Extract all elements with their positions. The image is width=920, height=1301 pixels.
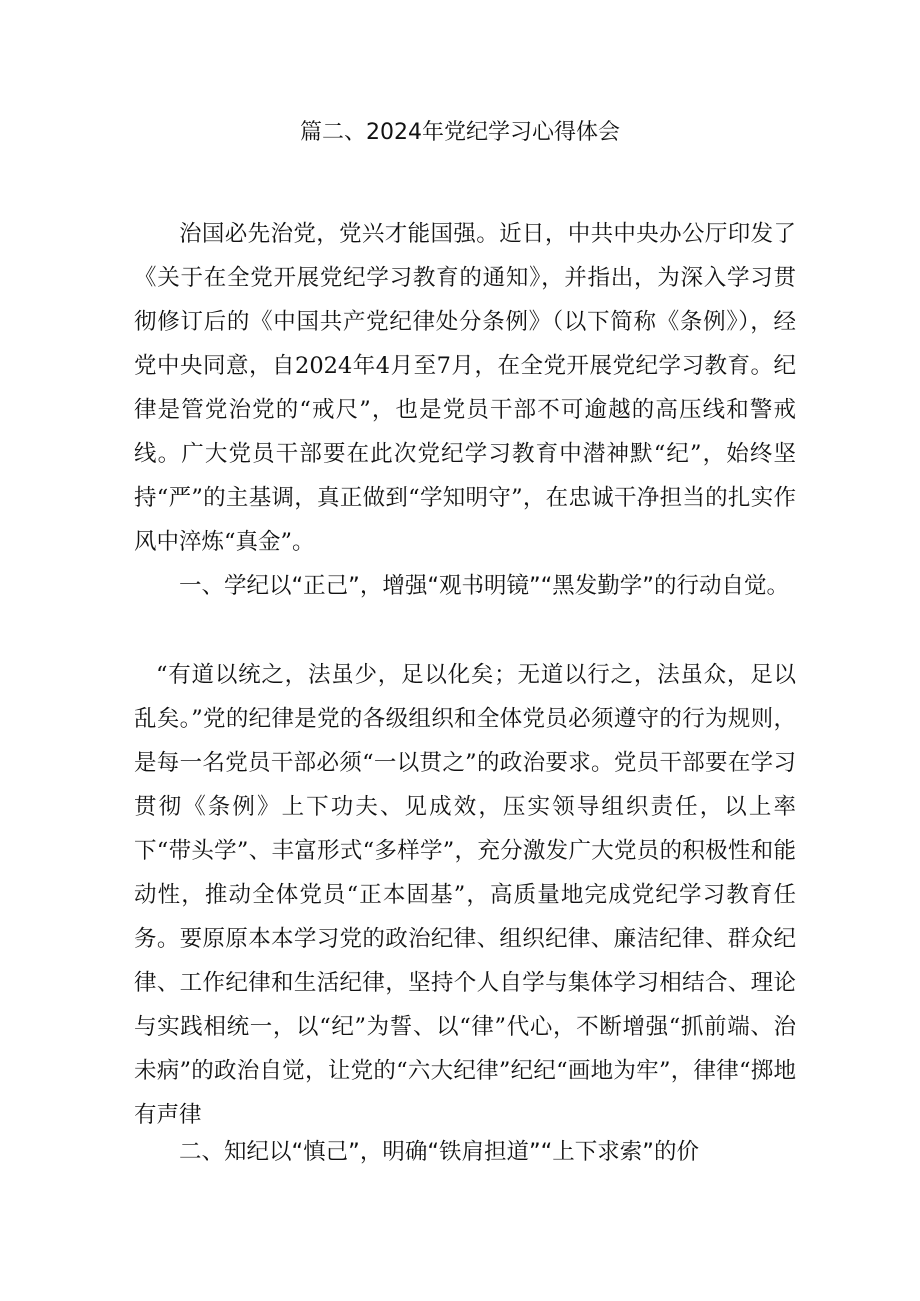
document-title: 篇二、2024年党纪学习心得体会 [300,120,620,145]
section-heading-2: 二、知纪以“慎己”，明确“铁肩担道”“上下求索”的价 [179,1139,699,1165]
section-1-paragraph: “有道以统之，法虽少，足以化矣；无道以行之，法虽众，足以乱矣。”党的纪律是党的各级组织和全体党员必须遵守的行为规则，是每一名党员干部必须“一以贯之”的政治要求。党员干部要在学习贯彻《条例》上下功夫、见成效，压实领导组织责任，以上率下“带头学”、丰富形式“多样学”，充分激发广大党员的积极性和能动性，推动全体党员“正本固基”，高质量地完成党纪学习教育任务。要原原本本学习党的政治纪律、组织纪律、廉洁纪律、群众纪律、工作纪律和生活纪律，坚持个人自学与集体学习相结合、理论与实践相统一，以“纪”为誓、以“律”代心，不断增强“抓前端、治未病”的政治自觉，让党的“六大纪律”纪纪“画地为牢”，律律“掷地有声律 [134,662,796,1128]
section-heading-1: 一、学纪以“正己”，增强“观书明镜”“黑发勤学”的行动自觉。 [179,573,789,599]
intro-paragraph: 治国必先治党，党兴才能国强。近日，中共中央办公厅印发了《关于在全党开展党纪学习教育的通知》，并指出，为深入学习贯彻修订后的《中国共产党纪律处分条例》（以下简称《条例》），经党中央同意，自2024年4月至7月，在全党开展党纪学习教育。纪律是管党治党的“戒尺”，也是党员干部不可逾越的高压线和警戒线。广大党员干部要在此次党纪学习教育中潜神默“纪”，始终坚持“严”的主基调，真正做到“学知明守”，在忠诚干净担当的扎实作风中淬炼“真金”。 [134,221,796,555]
